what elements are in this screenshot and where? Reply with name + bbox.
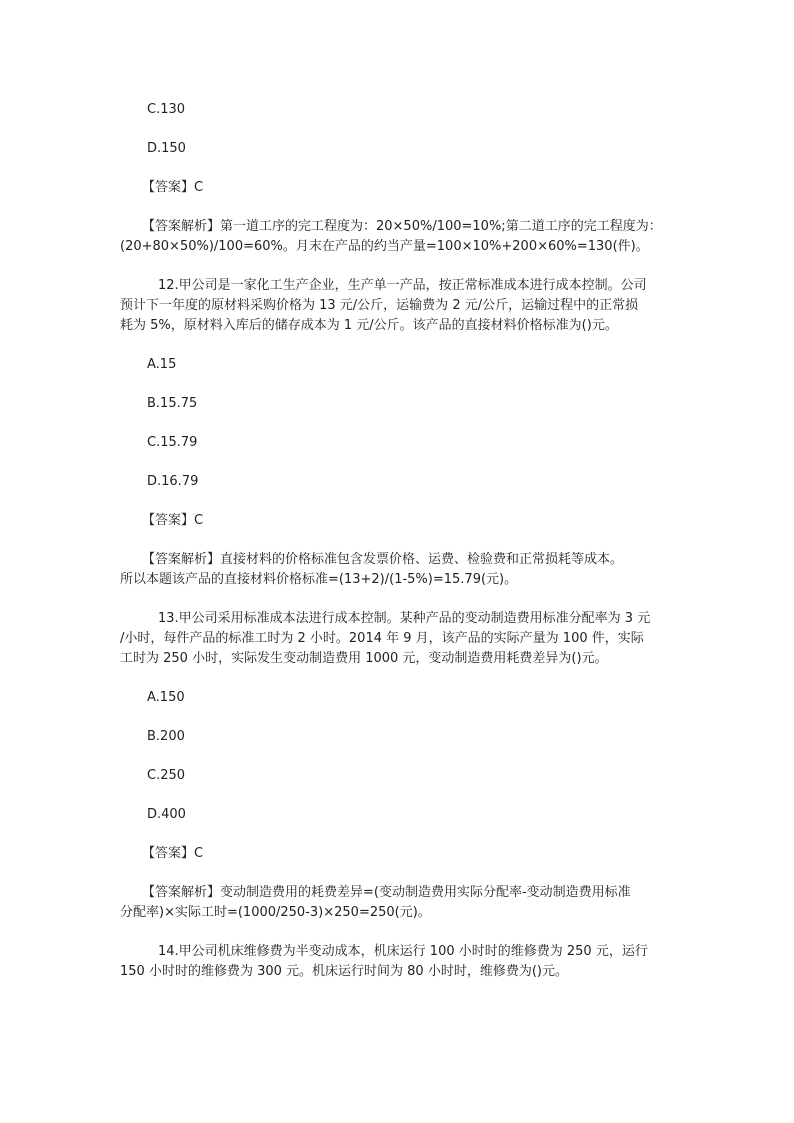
- document-page: [120, 100, 680, 1001]
- answer-text: 【答案】C: [142, 180, 204, 195]
- option-text: D.400: [147, 807, 186, 822]
- option-c: [120, 766, 680, 786]
- answer: [120, 844, 680, 864]
- option-c: [120, 433, 680, 453]
- answer: [120, 511, 680, 531]
- answer-analysis: [120, 550, 680, 590]
- option-d: [120, 805, 680, 825]
- analysis-line: (20+80×50%)/100=60%。月末在产品的约当产量=100×10%+200×60%=130(件)。: [120, 239, 649, 254]
- option-b: [120, 394, 680, 414]
- option-text: B.15.75: [147, 396, 198, 411]
- question-12: [120, 276, 680, 336]
- option-d: [120, 139, 680, 159]
- option-text: A.150: [147, 690, 185, 705]
- answer-analysis: [120, 217, 680, 257]
- question-14: [120, 942, 680, 982]
- question-line: 14.甲公司机床维修费为半变动成本，机床运行 100 小时时的维修费为 250 元，运行: [158, 944, 648, 959]
- question-line: 耗为 5%，原材料入库后的储存成本为 1 元/公斤。该产品的直接材料价格标准为()元。: [120, 318, 618, 333]
- answer-text: 【答案】C: [142, 846, 204, 861]
- answer: [120, 178, 680, 198]
- option-a: [120, 688, 680, 708]
- question-line: 12.甲公司是一家化工生产企业，生产单一产品，按正常标准成本进行成本控制。公司: [158, 278, 647, 293]
- analysis-line: 所以本题该产品的直接材料价格标准=(13+2)/(1-5%)=15.79(元)。: [120, 572, 518, 587]
- option-c: [120, 100, 680, 120]
- analysis-line: 【答案解析】第一道工序的完工程度为：20×50%/100=10%;第二道工序的完工程度为：: [142, 219, 662, 234]
- analysis-line: 分配率)×实际工时=(1000/250-3)×250=250(元)。: [120, 905, 431, 920]
- question-line: 工时为 250 小时，实际发生变动制造费用 1000 元，变动制造费用耗费差异为()元。: [120, 651, 608, 666]
- analysis-line: 【答案解析】变动制造费用的耗费差异=(变动制造费用实际分配率-变动制造费用标准: [142, 885, 631, 900]
- option-d: [120, 472, 680, 492]
- option-text: A.15: [147, 357, 177, 372]
- answer-analysis: [120, 883, 680, 923]
- option-text: D.16.79: [147, 474, 199, 489]
- question-line: 13.甲公司采用标准成本法进行成本控制。某种产品的变动制造费用标准分配率为 3 元: [158, 611, 651, 626]
- question-13: [120, 609, 680, 669]
- answer-text: 【答案】C: [142, 513, 204, 528]
- question-line: 预计下一年度的原材料采购价格为 13 元/公斤，运输费为 2 元/公斤，运输过程中的正常损: [120, 298, 639, 313]
- option-text: C.15.79: [147, 435, 198, 450]
- option-text: D.150: [147, 141, 186, 156]
- option-text: C.130: [147, 102, 186, 117]
- option-text: C.250: [147, 768, 186, 783]
- option-text: B.200: [147, 729, 185, 744]
- question-line: /小时，每件产品的标准工时为 2 小时。2014 年 9 月，该产品的实际产量为 100 件，实际: [120, 631, 644, 646]
- question-line: 150 小时时的维修费为 300 元。机床运行时间为 80 小时时，维修费为()元。: [120, 964, 568, 979]
- option-b: [120, 727, 680, 747]
- analysis-line: 【答案解析】直接材料的价格标准包含发票价格、运费、检验费和正常损耗等成本。: [142, 552, 624, 567]
- option-a: [120, 355, 680, 375]
